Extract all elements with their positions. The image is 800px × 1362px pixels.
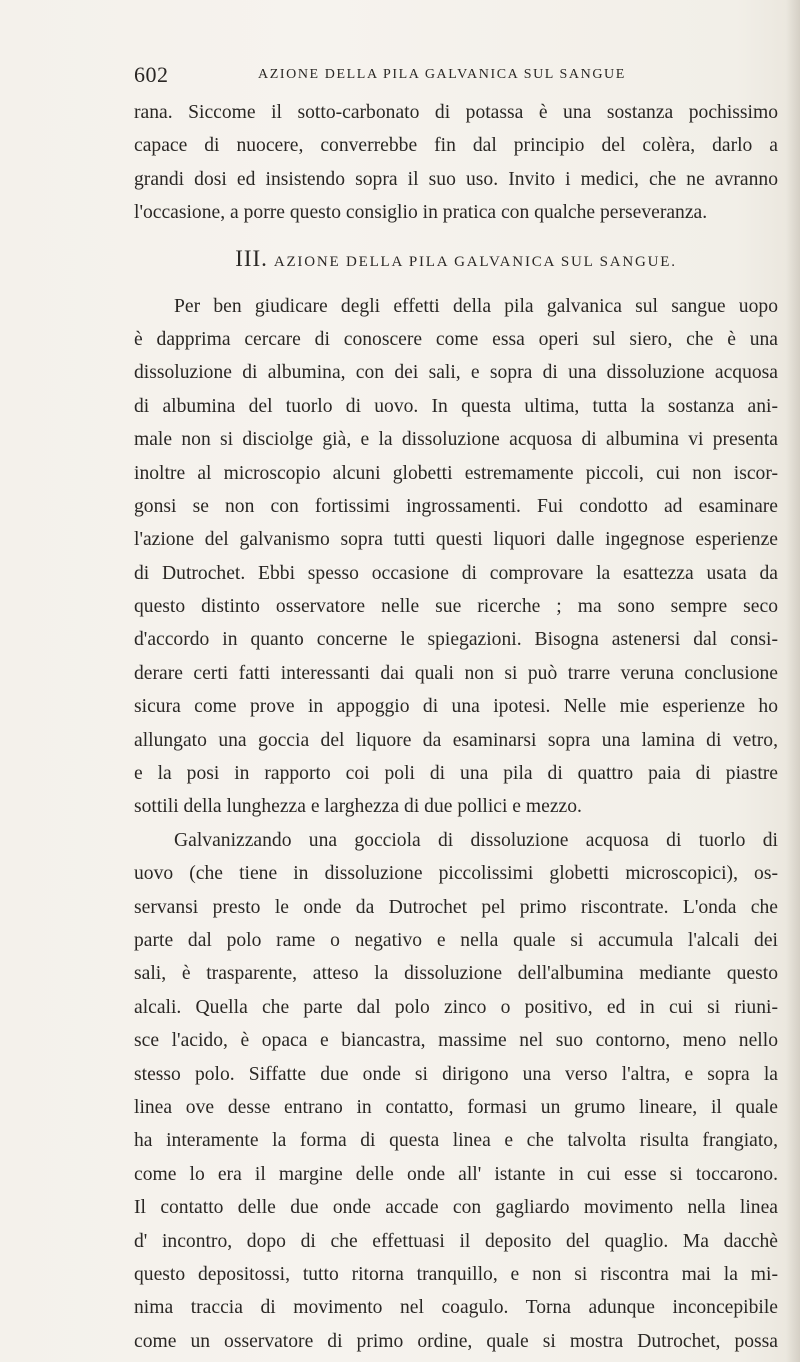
page-number: 602 bbox=[134, 62, 169, 87]
text-line: l'azione del galvanismo sopra tutti questi liquori dalle ingegnose esperienze bbox=[134, 529, 778, 551]
text-line: grandi dosi ed insistendo sopra il suo uso. Invito i medici, che ne avranno bbox=[134, 168, 778, 190]
text-line: parte dal polo rame o negativo e nella quale si accumula l'alcali dei bbox=[134, 929, 778, 951]
text-line: sicura come prove in appoggio di una ipotesi. Nelle mie esperienze ho bbox=[134, 696, 778, 718]
text-line: questo depositossi, tutto ritorna tranquillo, e non si riscontra mai la mi- bbox=[134, 1263, 778, 1285]
text-line: Per ben giudicare degli effetti della pila galvanica sul sangue uopo bbox=[174, 295, 778, 317]
paragraph-1 bbox=[134, 290, 778, 824]
paragraph-2 bbox=[134, 824, 778, 1358]
text-line: allungato una goccia del liquore da esaminarsi sopra una lamina di vetro, bbox=[134, 729, 778, 751]
text-line: derare certi fatti interessanti dai quali non si può trarre veruna conclusione bbox=[134, 662, 778, 684]
text-line: questo distinto osservatore nelle sue ricerche ; ma sono sempre seco bbox=[134, 596, 778, 618]
text-line: d'accordo in quanto concerne le spiegazioni. Bisogna astenersi dal consi- bbox=[134, 629, 778, 651]
text-line: sottili della lunghezza e larghezza di due pollici e mezzo. bbox=[134, 796, 582, 818]
text-line: alcali. Quella che parte dal polo zinco o positivo, ed in cui si riuni- bbox=[134, 996, 778, 1018]
section-heading bbox=[134, 234, 778, 284]
text-line: dissoluzione di albumina, con dei sali, e sopra di una dissoluzione acquosa bbox=[134, 362, 778, 384]
text-line: sce l'acido, è opaca e biancastra, massime nel suo contorno, meno nello bbox=[134, 1030, 778, 1052]
text-block bbox=[134, 96, 778, 1358]
text-line: è dapprima cercare di conoscere come essa operi sul siero, che è una bbox=[134, 328, 778, 350]
running-head bbox=[134, 62, 774, 92]
running-title: AZIONE DELLA PILA GALVANICA SUL SANGUE bbox=[258, 67, 626, 82]
text-line: d' incontro, dopo di che effettuasi il deposito del quaglio. Ma dacchè bbox=[134, 1230, 778, 1252]
paragraph-continued bbox=[134, 96, 778, 230]
text-line: Il contatto delle due onde accade con gagliardo movimento nella linea bbox=[134, 1197, 778, 1219]
section-numeral: III. bbox=[235, 245, 268, 271]
text-line: di Dutrochet. Ebbi spesso occasione di comprovare la esattezza usata da bbox=[134, 562, 778, 584]
text-line: inoltre al microscopio alcuni globetti estremamente piccoli, cui non iscor- bbox=[134, 462, 778, 484]
text-line: l'occasione, a porre questo consiglio in pratica con qualche perseveranza. bbox=[134, 202, 708, 224]
text-line: Galvanizzando una gocciola di dissoluzione acquosa di tuorlo di bbox=[174, 829, 778, 851]
text-line: male non si disciolge già, e la dissoluzione acquosa di albumina vi presenta bbox=[134, 429, 778, 451]
text-line: sali, è trasparente, atteso la dissoluzione dell'albumina mediante questo bbox=[134, 963, 778, 985]
text-line: servansi presto le onde da Dutrochet pel primo riscontrate. L'onda che bbox=[134, 896, 778, 918]
text-line: come un osservatore di primo ordine, quale si mostra Dutrochet, possa bbox=[134, 1330, 778, 1352]
text-line: di albumina del tuorlo di uovo. In questa ultima, tutta la sostanza ani- bbox=[134, 395, 778, 417]
text-line: rana. Siccome il sotto-carbonato di potassa è una sostanza pochissimo bbox=[134, 102, 778, 123]
text-line: ha interamente la forma di questa linea e che talvolta risulta frangiato, bbox=[134, 1130, 778, 1152]
text-line: gonsi se non con fortissimi ingrossamenti. Fui condotto ad esaminare bbox=[134, 495, 778, 517]
page-edge-shadow bbox=[786, 0, 800, 1362]
text-line: e la posi in rapporto coi poli di una pila di quattro paia di piastre bbox=[134, 763, 778, 785]
section-title: AZIONE DELLA PILA GALVANICA SUL SANGUE. bbox=[273, 253, 677, 270]
text-line: stesso polo. Siffatte due onde si dirigono una verso l'altra, e sopra la bbox=[134, 1063, 778, 1085]
text-line: capace di nuocere, converrebbe fin dal principio del colèra, darlo a bbox=[134, 135, 778, 157]
text-line: linea ove desse entrano in contatto, formasi un grumo lineare, il quale bbox=[134, 1096, 778, 1118]
text-line: uovo (che tiene in dissoluzione piccolissimi globetti microscopici), os- bbox=[134, 863, 778, 885]
text-line: come lo era il margine delle onde all' istante in cui esse si toccarono. bbox=[134, 1163, 778, 1185]
text-line: nima traccia di movimento nel coagulo. Torna adunque inconcepibile bbox=[134, 1297, 778, 1319]
